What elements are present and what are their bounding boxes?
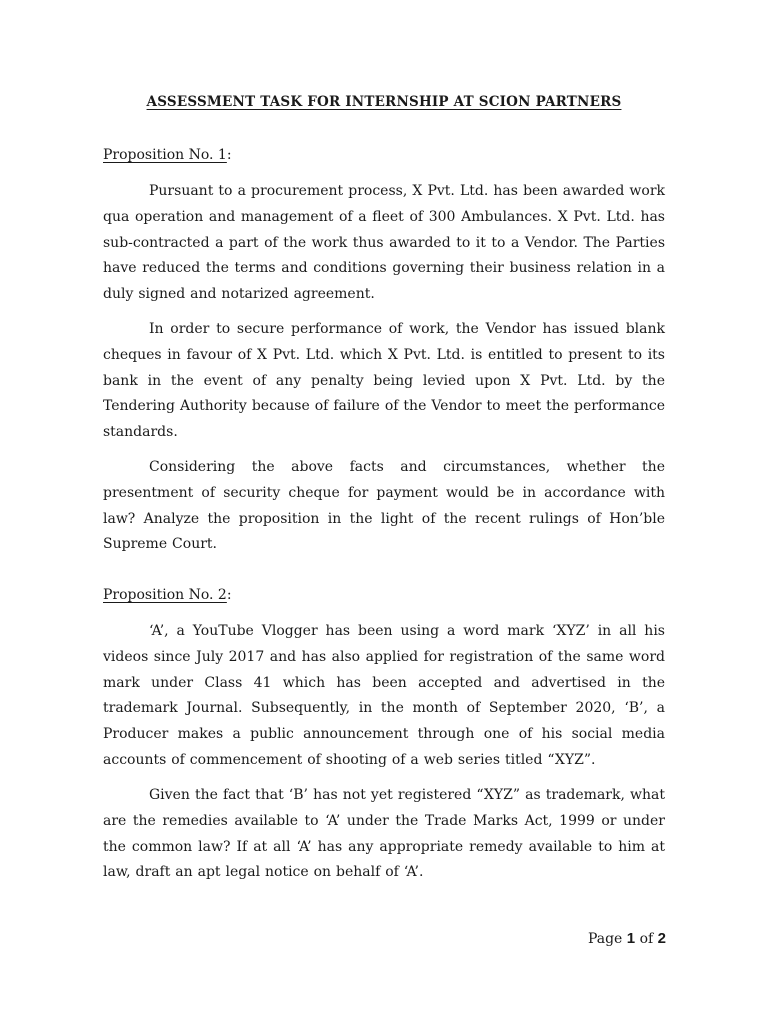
document-title: ASSESSMENT TASK FOR INTERNSHIP AT SCION PARTNERS: [146, 94, 622, 110]
proposition-1-heading-text: Proposition No. 1: [103, 147, 227, 163]
proposition-1-paragraph-3: Considering the above facts and circumstances, whether the presentment of security cheque for payment would be in accordance with law? Analyze the proposition in the light of the recent rulings of Hon’ble Supreme Court.: [103, 459, 665, 553]
page-number-footer: [560, 930, 666, 947]
proposition-1-heading-colon: :: [226, 147, 232, 163]
proposition-2-heading: [103, 587, 232, 603]
proposition-2-paragraph-1: ‘A’, a YouTube Vlogger has been using a word mark ‘XYZ’ in all his videos since July 2017 and has also applied for registration of the same word mark under Class 41 which has been accepted and advertised in the trademark Journal. Subsequently, in the month of September 2020, ‘B’, a Producer makes a public announcement through one of his social media accounts of commencement of shooting of a web series titled “XYZ”.: [103, 623, 665, 768]
proposition-1-paragraph-2: In order to secure performance of work, the Vendor has issued blank cheques in favour of X Pvt. Ltd. which X Pvt. Ltd. is entitled to present to its bank in the event of any penalty being levied upon X Pvt. Ltd. by the Tendering Authority because of failure of the Vendor to meet the performance standards.: [103, 321, 665, 441]
page-label: Page: [587, 931, 623, 947]
page-of-label: of: [639, 931, 654, 947]
proposition-1-heading: [103, 147, 232, 163]
proposition-2-heading-text: Proposition No. 2: [103, 587, 227, 603]
proposition-1-paragraph-1: Pursuant to a procurement process, X Pvt. Ltd. has been awarded work qua operation and management of a fleet of 300 Ambulances. X Pvt. Ltd. has sub-contracted a part of the work thus awarded to it to a Vendor. The Parties have reduced the terms and conditions governing their business relation in a duly signed and notarized agreement.: [103, 183, 665, 303]
proposition-2-heading-colon: :: [226, 587, 232, 603]
current-page-number: 1: [626, 930, 636, 947]
proposition-2-paragraph-2: Given the fact that ‘B’ has not yet registered “XYZ” as trademark, what are the remedies available to ‘A’ under the Trade Marks Act, 1999 or under the common law? If at all ‘A’ has any appropriate remedy available to him at law, draft an apt legal notice on behalf of ‘A’.: [103, 787, 665, 881]
total-pages-number: 2: [657, 930, 666, 947]
